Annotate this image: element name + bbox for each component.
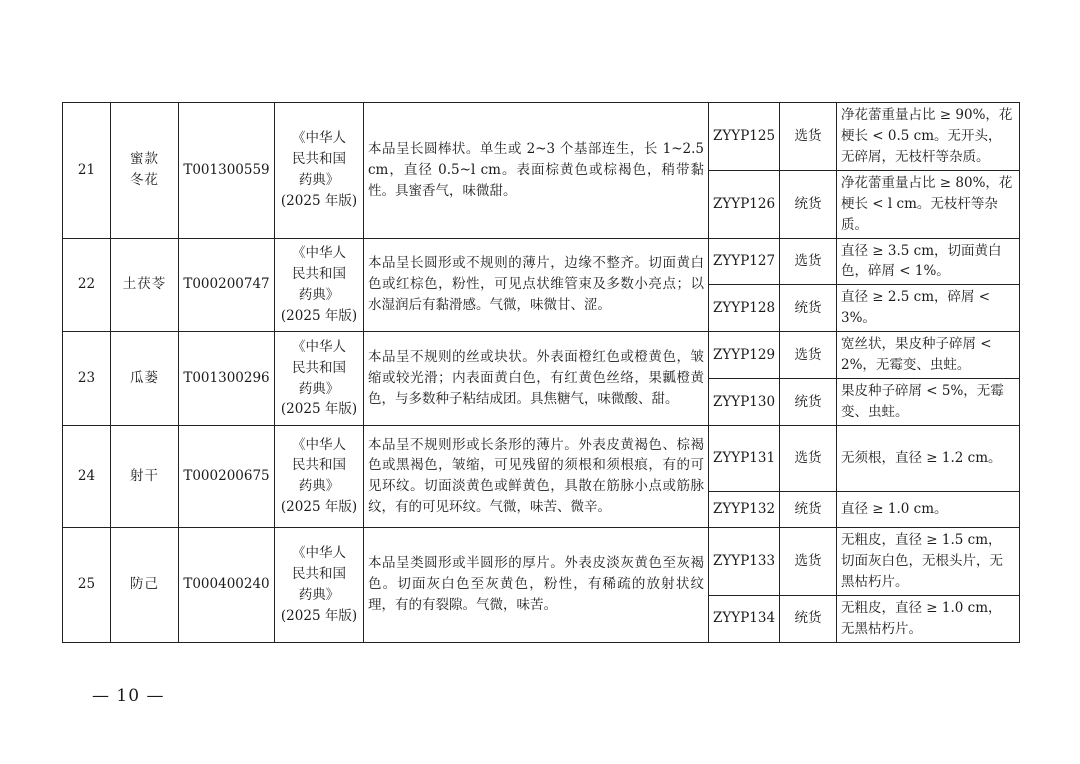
grade-code: ZYYP126 (709, 170, 780, 238)
grade-level: 选货 (780, 103, 837, 171)
row-number: 25 (63, 527, 111, 642)
herb-name: 防己 (111, 527, 179, 642)
specification-table (62, 102, 1020, 643)
grade-code: ZYYP129 (709, 332, 780, 379)
standard-reference: 《中华人 民共和国 药典》 (2025 年版) (275, 425, 364, 527)
grade-specification: 无粗皮，直径 ≥ 1.5 cm，切面灰白色，无根头片，无黑枯朽片。 (837, 527, 1020, 595)
grade-level: 统货 (780, 285, 837, 332)
standard-reference: 《中华人 民共和国 药典》 (2025 年版) (275, 527, 364, 642)
grade-code: ZYYP127 (709, 238, 780, 285)
standard-reference: 《中华人 民共和国 药典》 (2025 年版) (275, 332, 364, 426)
grade-code: ZYYP130 (709, 379, 780, 426)
standard-reference: 《中华人 民共和国 药典》 (2025 年版) (275, 103, 364, 239)
herb-name: 土茯苓 (111, 238, 179, 332)
grade-specification: 果皮种子碎屑 < 5%，无霉变、虫蛀。 (837, 379, 1020, 426)
grade-code: ZYYP131 (709, 425, 780, 491)
herb-description: 本品呈类圆形或半圆形的厚片。外表皮淡灰黄色至灰褐色。切面灰白色至灰黄色，粉性，有稀疏的放射状纹理，有的有裂隙。气微，味苦。 (364, 527, 709, 642)
herb-name: 蜜款 冬花 (111, 103, 179, 239)
herb-name: 瓜蒌 (111, 332, 179, 426)
row-number: 24 (63, 425, 111, 527)
row-number: 21 (63, 103, 111, 239)
grade-level: 选货 (780, 332, 837, 379)
herb-description: 本品呈长圆棒状。单生或 2~3 个基部连生，长 1~2.5 cm，直径 0.5~l cm。表面棕黄色或棕褐色，稍带黏性。具蜜香气，味微甜。 (364, 103, 709, 239)
table-row (63, 332, 1020, 379)
grade-specification: 无粗皮，直径 ≥ 1.0 cm，无黑枯朽片。 (837, 595, 1020, 642)
row-number: 22 (63, 238, 111, 332)
table-row (63, 103, 1020, 171)
herb-code: T001300559 (179, 103, 275, 239)
herb-name: 射干 (111, 425, 179, 527)
grade-specification: 宽丝状，果皮种子碎屑 < 2%，无霉变、虫蛀。 (837, 332, 1020, 379)
grade-specification: 无须根，直径 ≥ 1.2 cm。 (837, 425, 1020, 491)
herb-description: 本品呈不规则形或长条形的薄片。外表皮黄褐色、棕褐色或黑褐色，皱缩，可见残留的须根和须根痕，有的可见环纹。切面淡黄色或鲜黄色，具散在筋脉小点或筋脉纹，有的可见环纹。气微，味苦、微辛。 (364, 425, 709, 527)
table-row (63, 527, 1020, 595)
table-row (63, 238, 1020, 285)
grade-specification: 净花蕾重量占比 ≥ 80%，花梗长 < l cm。无枝杆等杂质。 (837, 170, 1020, 238)
grade-code: ZYYP132 (709, 491, 780, 527)
page-number: — 10 — (92, 686, 165, 706)
grade-level: 统货 (780, 595, 837, 642)
grade-level: 统货 (780, 379, 837, 426)
row-number: 23 (63, 332, 111, 426)
herb-code: T000400240 (179, 527, 275, 642)
grade-specification: 直径 ≥ 2.5 cm，碎屑 < 3%。 (837, 285, 1020, 332)
herb-description: 本品呈不规则的丝或块状。外表面橙红色或橙黄色，皱缩或较光滑；内表面黄白色，有红黄色丝络，果瓤橙黄色，与多数种子粘结成团。具焦糖气，味微酸、甜。 (364, 332, 709, 426)
herb-code: T000200747 (179, 238, 275, 332)
grade-specification: 净花蕾重量占比 ≥ 90%，花梗长 < 0.5 cm。无开头，无碎屑，无枝杆等杂质。 (837, 103, 1020, 171)
grade-code: ZYYP125 (709, 103, 780, 171)
standard-reference: 《中华人 民共和国 药典》 (2025 年版) (275, 238, 364, 332)
grade-specification: 直径 ≥ 3.5 cm，切面黄白色，碎屑 < 1%。 (837, 238, 1020, 285)
herb-code: T001300296 (179, 332, 275, 426)
grade-code: ZYYP134 (709, 595, 780, 642)
grade-level: 统货 (780, 491, 837, 527)
herb-description: 本品呈长圆形或不规则的薄片，边缘不整齐。切面黄白色或红棕色，粉性，可见点状维管束及多数小亮点；以水湿润后有黏滑感。气微，味微甘、涩。 (364, 238, 709, 332)
table-row (63, 425, 1020, 491)
grade-code: ZYYP128 (709, 285, 780, 332)
grade-level: 统货 (780, 170, 837, 238)
herb-code: T000200675 (179, 425, 275, 527)
grade-level: 选货 (780, 425, 837, 491)
grade-level: 选货 (780, 527, 837, 595)
grade-level: 选货 (780, 238, 837, 285)
grade-specification: 直径 ≥ 1.0 cm。 (837, 491, 1020, 527)
grade-code: ZYYP133 (709, 527, 780, 595)
